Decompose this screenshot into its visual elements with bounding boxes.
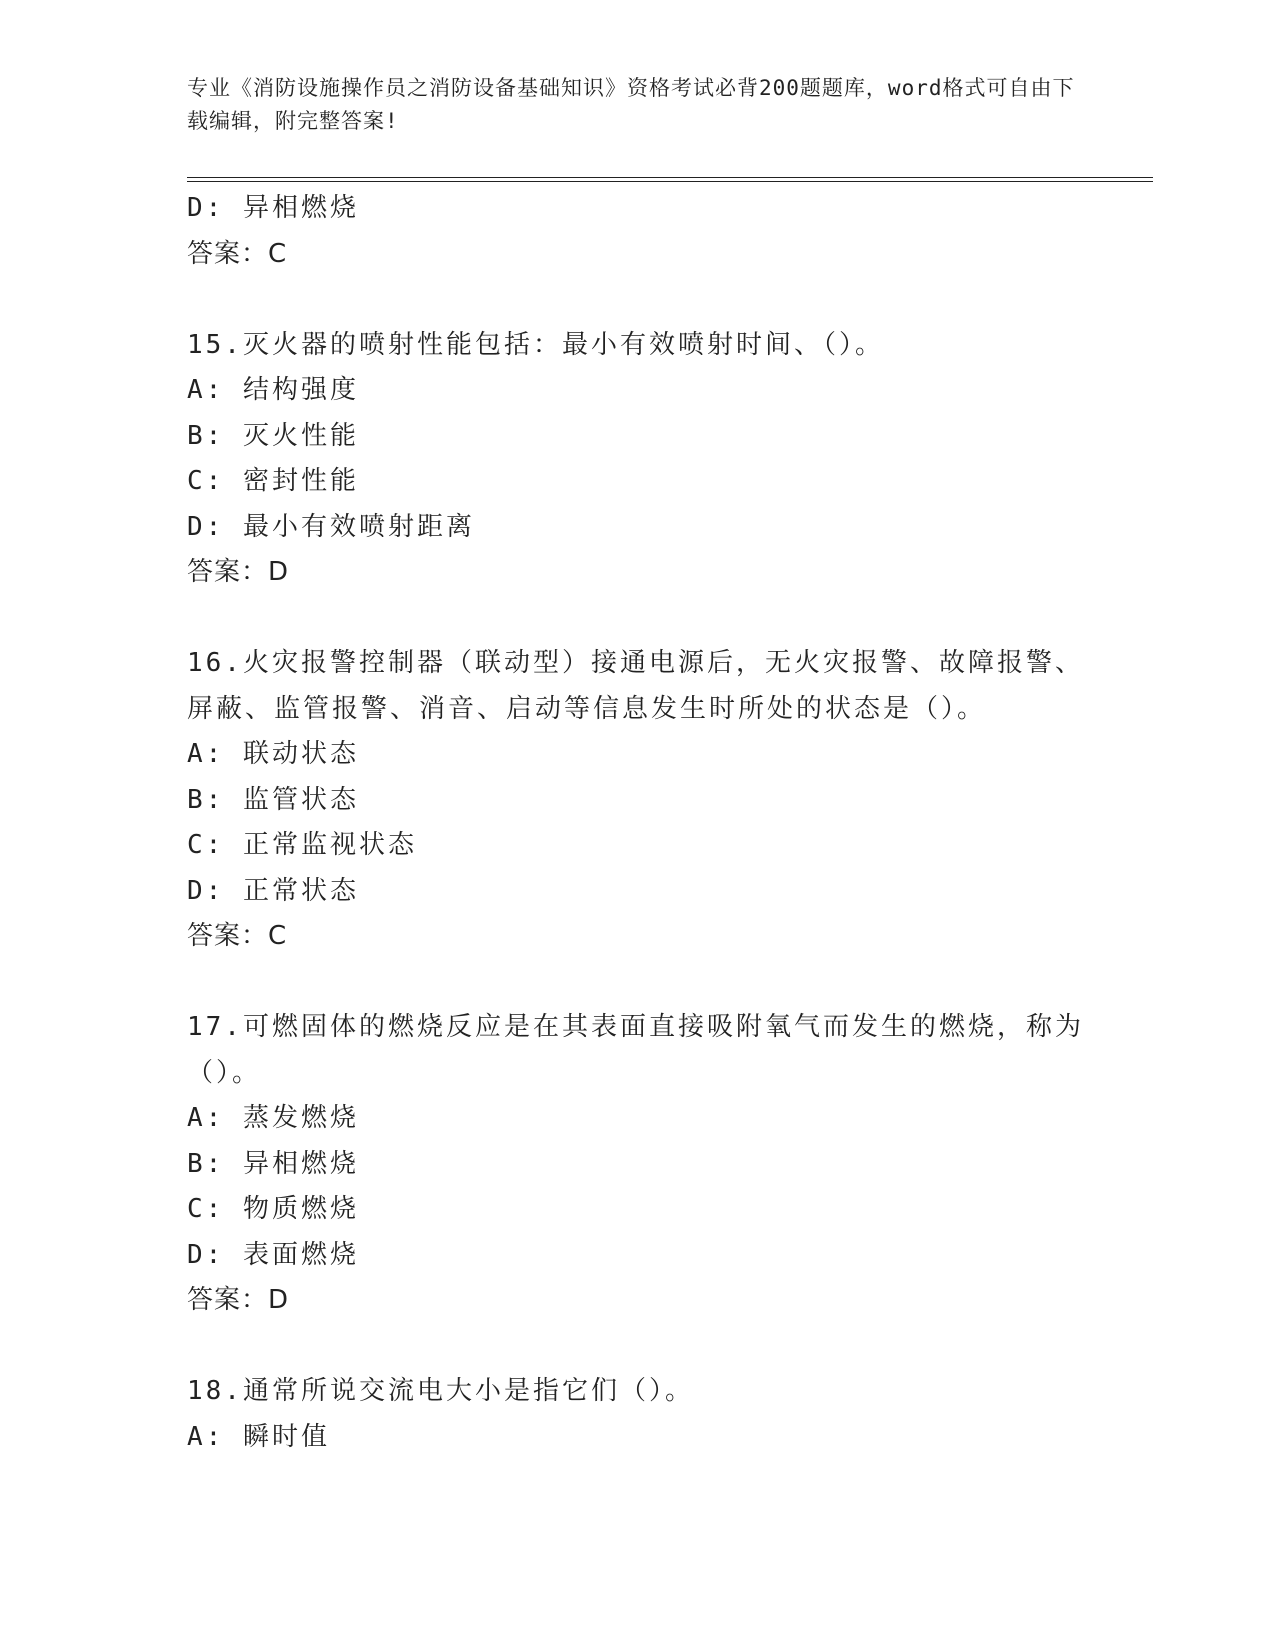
answer: 答案：D [187, 557, 290, 587]
spacer [187, 596, 1107, 642]
question-stem: 16.火灾报警控制器（联动型）接通电源后，无火灾报警、故障报警、屏蔽、监管报警、消音、启动等信息发生时所处的状态是（）。 [187, 648, 1084, 724]
question-list [187, 186, 1107, 1460]
question-18 [187, 1369, 1107, 1460]
answer: 答案：C [187, 921, 288, 951]
question-stem: 18.通常所说交流电大小是指它们（）。 [187, 1376, 694, 1406]
option-d: D: 最小有效喷射距离 [187, 511, 475, 542]
question-16 [187, 641, 1107, 960]
answer: 答案：D [187, 1285, 290, 1315]
header-rule-bottom [187, 181, 1153, 182]
option-d: D: 正常状态 [187, 875, 359, 906]
prev-answer: 答案：C [187, 238, 288, 269]
option-a: A: 瞬时值 [187, 1421, 330, 1452]
header-rule-top [187, 177, 1153, 178]
spacer [187, 277, 1107, 323]
option-c: C: 物质燃烧 [187, 1194, 359, 1224]
option-b: B: 监管状态 [187, 784, 359, 815]
question-stem: 15.灭火器的喷射性能包括：最小有效喷射时间、（）。 [187, 329, 884, 360]
spacer [187, 960, 1107, 1006]
document-header: 专业《消防设施操作员之消防设备基础知识》资格考试必背200题题库，word格式可自由下载编辑，附完整答案! [187, 76, 1075, 133]
question-stem: 17.可燃固体的燃烧反应是在其表面直接吸附氧气而发生的燃烧，称为（）。 [187, 1012, 1084, 1088]
prev-option-d: D: 异相燃烧 [187, 193, 359, 223]
option-a: A: 蒸发燃烧 [187, 1103, 359, 1133]
option-d: D: 表面燃烧 [187, 1239, 359, 1270]
spacer [187, 1324, 1107, 1370]
option-c: C: 正常监视状态 [187, 830, 417, 860]
question-15 [187, 323, 1107, 596]
option-a: A: 联动状态 [187, 739, 359, 769]
option-a: A: 结构强度 [187, 375, 359, 405]
option-b: B: 灭火性能 [187, 420, 359, 451]
question-17 [187, 1005, 1107, 1324]
option-c: C: 密封性能 [187, 466, 359, 496]
option-b: B: 异相燃烧 [187, 1148, 359, 1179]
